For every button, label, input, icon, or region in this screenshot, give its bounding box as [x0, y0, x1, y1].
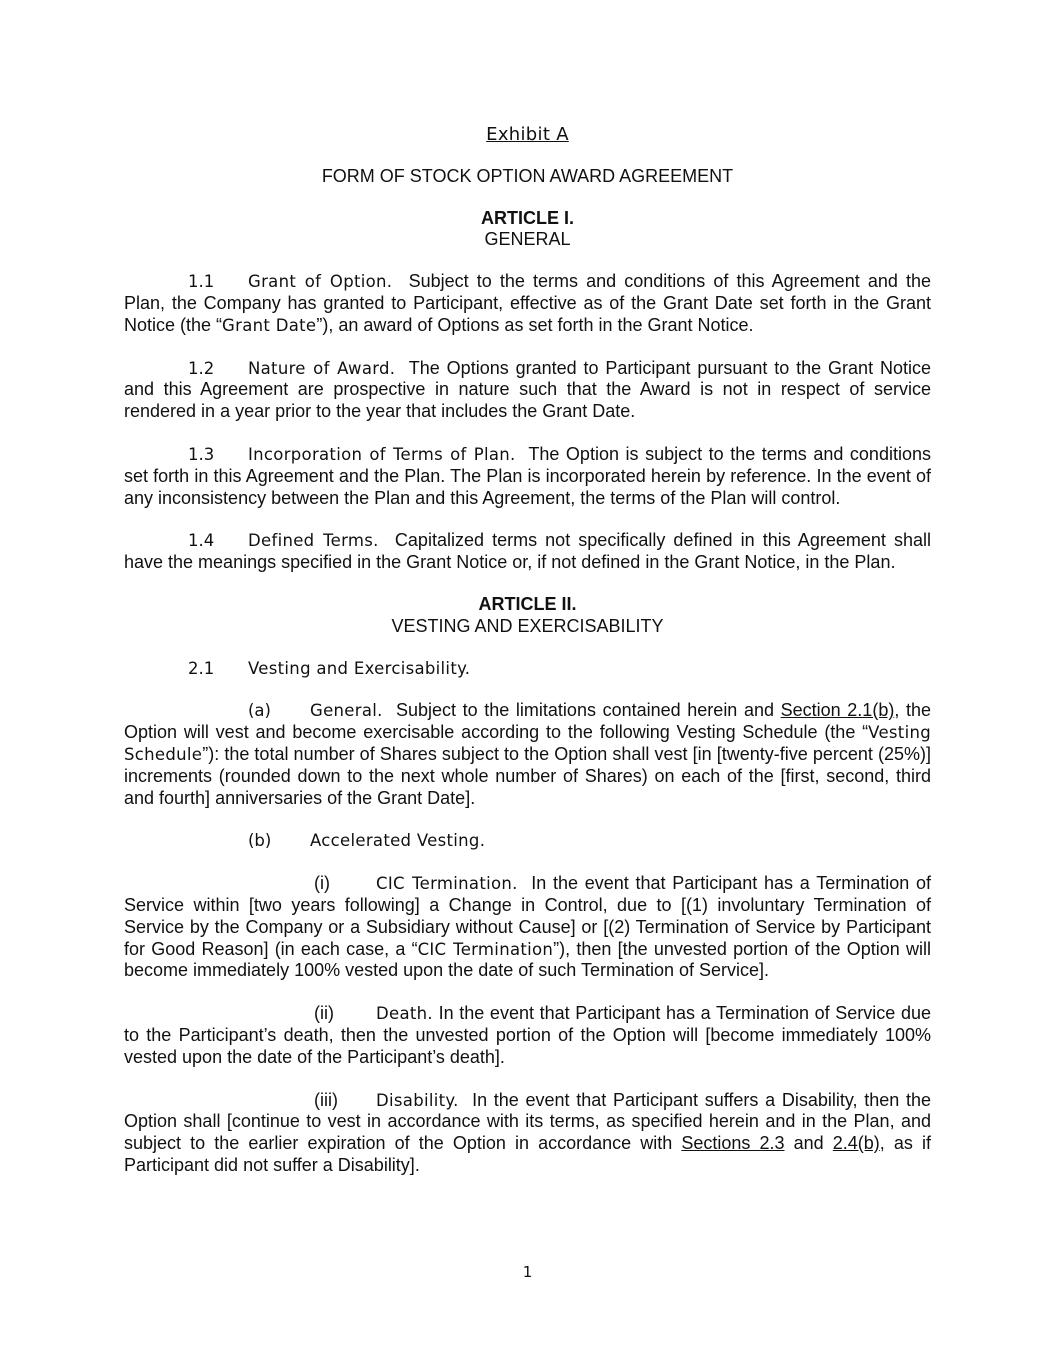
section-number: 1.1: [188, 272, 215, 292]
section-number: (a): [248, 701, 271, 721]
article-2-title: ARTICLE II.: [478, 593, 577, 614]
page-number: 1: [522, 1263, 533, 1281]
section-heading: Vesting and Exercisability.: [248, 658, 471, 678]
section-number: 1.3: [188, 444, 215, 464]
section-reference-link: Section 2.1(b): [780, 700, 895, 721]
section-2-1-b-iii: (iii) Disability. In the event that Participant suffers a Disability, then the Option shall [continue to vest in accordance with its terms, as specified herein and in the Plan, and subject to the earlier expiration of the Option in accordance with Sections 2.3 and 2.4(b), as if Participant did not suffer a Disability].: [124, 1089, 932, 1175]
section-heading: Grant of Option.: [248, 272, 393, 292]
defined-term: Grant Date: [222, 315, 317, 335]
section-heading: Incorporation of Terms of Plan.: [248, 444, 516, 464]
section-2-1-b-ii: (ii) Death. In the event that Participant has a Termination of Service due to the Participant’s death, then the unvested portion of the Option will [become immediately 100% vested upon the date of the Participant’s death].: [124, 1003, 931, 1067]
section-reference-link: 2.4(b): [832, 1133, 880, 1154]
section-1-2: 1.2 Nature of Award. The Options granted to Participant pursuant to the Grant Notice and this Agreement are prospective in nature such that the Award is not in respect of service rendered in a year prior to the year that includes the Grant Date.: [124, 357, 931, 422]
section-heading: Death.: [376, 1004, 433, 1024]
section-heading: Defined Terms.: [248, 531, 379, 551]
section-reference-link: Sections 2.3: [681, 1133, 785, 1154]
section-heading: General.: [310, 701, 383, 721]
section-1-1: 1.1 Grant of Option. Subject to the terms and conditions of this Agreement and the Plan, the Company has granted to Participant, effective as of the Grant Date set forth in the Grant Notice (the “Grant Date”), an award of Options as set forth in the Grant Notice.: [124, 271, 931, 335]
section-2-1-a: (a) General. Subject to the limitations contained herein and Section 2.1(b), the Option will vest and become exercisable according to the following Vesting Schedule (the “Vesting Schedule”): the total number of Shares subject to the Option shall vest [in [twenty-five percent (25%)] increments (rounded down to the next whole number of Shares) on each of the [first, second, third and fourth] anniversaries of the Grant Date].: [124, 700, 931, 808]
article-1-heading: [124, 208, 931, 252]
form-title: FORM OF STOCK OPTION AWARD AGREEMENT: [321, 165, 734, 186]
article-2-subtitle: VESTING AND EXERCISABILITY: [391, 615, 664, 636]
section-2-1-b: [124, 830, 931, 852]
section-number: 1.4: [188, 531, 215, 551]
article-1-title: ARTICLE I.: [481, 207, 574, 228]
article-2-heading: [124, 594, 931, 638]
section-1-3: 1.3 Incorporation of Terms of Plan. The Option is subject to the terms and conditions set forth in this Agreement and the Plan. The Plan is incorporated herein by reference. In the event of any inconsistency between the Plan and this Agreement, the terms of the Plan will control.: [124, 443, 931, 508]
section-number: (b): [248, 831, 272, 851]
section-heading: Nature of Award.: [248, 358, 396, 378]
exhibit-title: Exhibit A: [486, 124, 569, 145]
section-heading: Disability.: [376, 1090, 459, 1110]
section-number: (iii): [314, 1089, 338, 1110]
document-body: [124, 124, 931, 1195]
defined-term: Vesting Schedule: [124, 723, 931, 764]
section-heading: CIC Termination.: [376, 874, 518, 894]
section-2-1: [124, 658, 931, 680]
section-heading: Accelerated Vesting.: [310, 831, 486, 851]
section-2-1-b-i: (i) CIC Termination. In the event that Participant has a Termination of Service within [two years following] a Change in Control, due to [(1) involuntary Termination of Service by the Company or a Subsidiary without Cause] or [(2) Termination of Service by Participant for Good Reason] (in each case, a “CIC Termination”), then [the unvested portion of the Option will become immediately 100% vested upon the date of such Termination of Service].: [124, 873, 931, 981]
section-number: (ii): [314, 1003, 334, 1024]
section-number: 1.2: [188, 358, 215, 378]
section-1-4: 1.4 Defined Terms. Capitalized terms not specifically defined in this Agreement shall have the meanings specified in the Grant Notice or, if not defined in the Grant Notice, in the Plan.: [124, 530, 931, 573]
section-number: (i): [314, 873, 330, 894]
section-number: 2.1: [188, 658, 215, 678]
defined-term: CIC Termination: [417, 939, 554, 959]
article-1-subtitle: GENERAL: [484, 229, 571, 250]
